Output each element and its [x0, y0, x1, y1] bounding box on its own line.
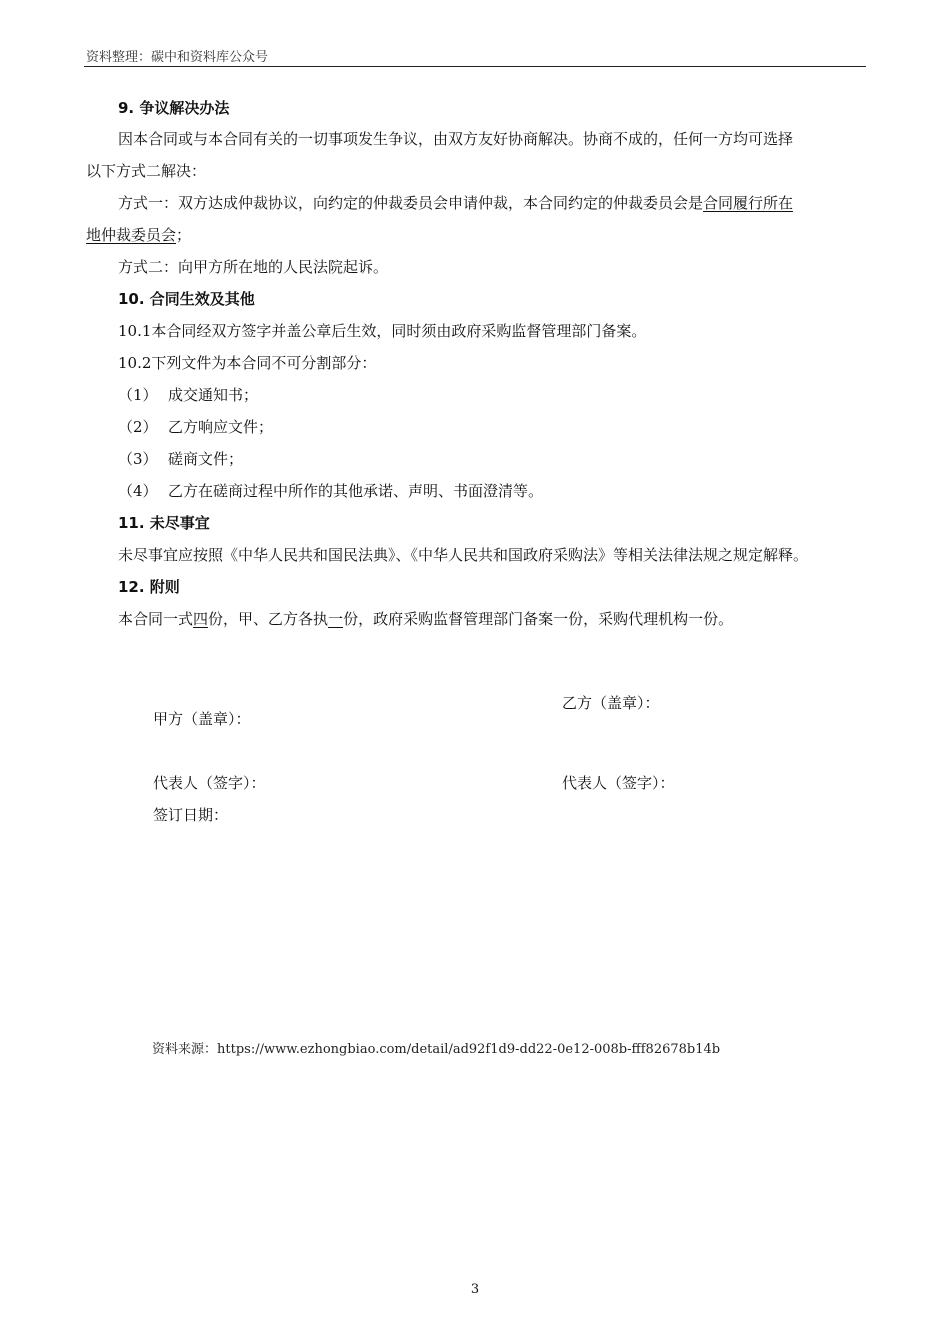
list-item-number: （2） [118, 418, 158, 436]
section-10-title: 10. 合同生效及其他 [118, 290, 255, 308]
section-9-way1-cont [86, 225, 191, 245]
section-12-title: 12. 附则 [118, 578, 180, 596]
party-a-representative-label: 代表人（签字）： [153, 774, 266, 792]
section-11-text: 未尽事宜应按照《中华人民共和国民法典》、《中华人民共和国政府采购法》等相关法律法规之规定解释。 [118, 546, 809, 564]
list-item [118, 417, 273, 437]
section-12-text-a: 本合同一式 [118, 610, 194, 628]
section-12-text [118, 609, 733, 629]
section-10-p1: 10.1本合同经双方签字并盖公章后生效，同时须由政府采购监督管理部门备案。 [118, 322, 647, 340]
list-item-number: （1） [118, 386, 158, 404]
section-9-way2: 方式二：向甲方所在地的人民法院起诉。 [118, 258, 389, 276]
list-item [118, 481, 543, 501]
section-12-text-b: 份，甲、乙方各执 [208, 610, 329, 628]
source-url: 资料来源：https://www.ezhongbiao.com/detail/ad92f1d9-dd22-0e12-008b-fff82678b14b [152, 1042, 721, 1057]
section-11-title: 11. 未尽事宜 [118, 514, 210, 532]
section-9-para1b: 以下方式二解决： [86, 162, 207, 180]
list-item-text: 乙方响应文件； [168, 418, 274, 436]
way1-text: 方式一：双方达成仲裁协议，向约定的仲裁委员会申请仲裁，本合同约定的仲裁委员会是 [118, 194, 704, 212]
list-item-number: （4） [118, 482, 158, 500]
way1-arbitration-blank-2: 地仲裁委员会 [86, 226, 177, 244]
page-number: 3 [470, 1282, 480, 1297]
copies-each-blank: 一 [328, 610, 344, 628]
list-item-number: （3） [118, 450, 158, 468]
list-item-text: 成交通知书； [168, 386, 259, 404]
section-9-title: 9. 争议解决办法 [118, 99, 230, 117]
list-item [118, 385, 258, 405]
party-b-seal-label: 乙方（盖章）： [562, 694, 660, 712]
way1-end: ； [176, 226, 192, 244]
section-10-p2: 10.2下列文件为本合同不可分割部分： [118, 354, 377, 372]
copies-total-blank: 四 [193, 610, 209, 628]
list-item-text: 磋商文件； [168, 450, 244, 468]
section-9-para1a: 因本合同或与本合同有关的一切事项发生争议，由双方友好协商解决。协商不成的，任何一方均可选择 [118, 130, 794, 148]
signing-date-label: 签订日期： [153, 806, 229, 824]
way1-arbitration-blank-1: 合同履行所在 [703, 194, 794, 212]
section-9-way1 [118, 193, 793, 213]
party-b-representative-label: 代表人（签字）： [562, 774, 675, 792]
list-item [118, 449, 243, 469]
section-12-text-c: 份，政府采购监督管理部门备案一份，采购代理机构一份。 [343, 610, 734, 628]
party-a-seal-label: 甲方（盖章）： [153, 710, 251, 728]
header-divider [84, 66, 866, 67]
list-item-text: 乙方在磋商过程中所作的其他承诺、声明、书面澄清等。 [168, 482, 544, 500]
page-header: 资料整理：碳中和资料库公众号 [86, 50, 269, 65]
